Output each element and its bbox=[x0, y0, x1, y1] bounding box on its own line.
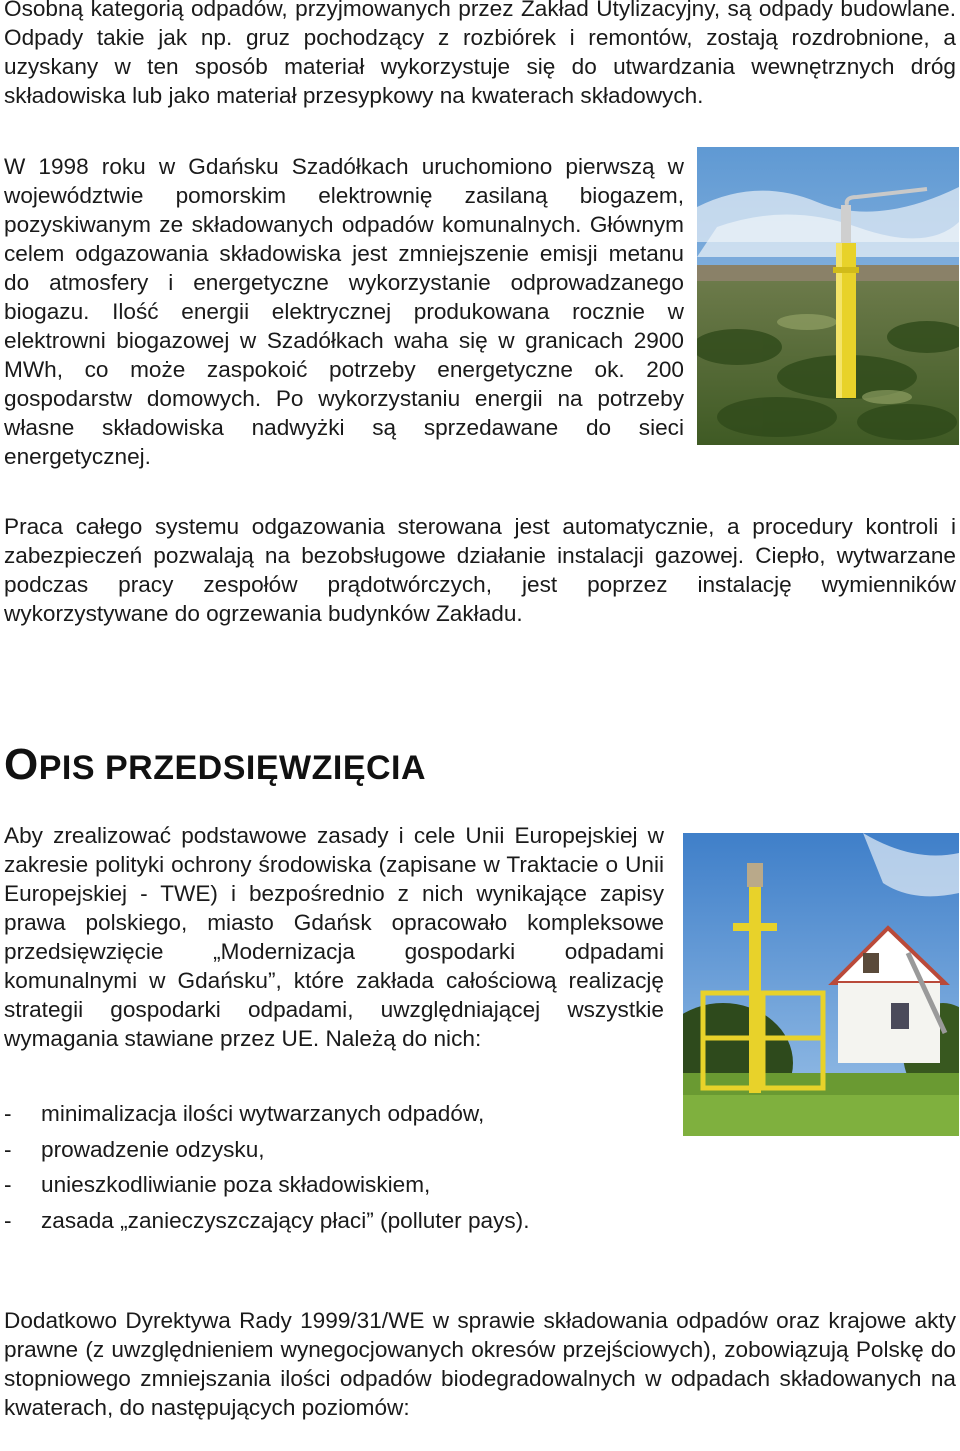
system-paragraph: Praca całego systemu odgazowania sterowana jest automatycznie, a procedury kontroli i zabezpieczeń pozwalają na bezobsługowe działanie instalacji gazowej. Ciepło, wytwarzane podczas pracy zespołów prądotwórczych, jest poprzez instalację wymienników wykorzystywane do ogrzewania budynków Zakładu. bbox=[4, 514, 956, 626]
list-dash: - bbox=[4, 1136, 12, 1162]
gas-installation-photo bbox=[683, 833, 959, 1136]
directive-paragraph: Dodatkowo Dyrektywa Rady 1999/31/WE w sprawie składowania odpadów oraz krajowe akty prawne (z uwzględnieniem wynegocjowanych okresów przejściowych), zobowiązują Polskę do stopniowego zmniejszania ilości odpadów biodegradowalnych w odpadach składowanych na kwaterach, do następujących poziomów: bbox=[4, 1308, 956, 1420]
list-item bbox=[4, 1203, 529, 1239]
heading-initial: O bbox=[4, 740, 39, 789]
biogas-paragraph: W 1998 roku w Gdańsku Szadółkach uruchomiono pierwszą w województwie pomorskim elektrownię zasilaną biogazem, pozyskiwanym ze składowanych odpadów komunalnych. Głównym celem odgazowania składowiska jest zmniejszenie emisji metanu do atmosfery i energetyczne wykorzystanie odprowadzanego biogazu. Ilość energii elektrycznej produkowana rocznie w elektrowni biogazowej w Szadółkach waha się w granicach 2900 MWh, co może zaspokoić potrzeby energetyczne ok. 200 gospodarstw domowych. Po wykorzystaniu energii na potrzeby własne składowiska nadwyżki są sprzedawane do sieci energetycznej. bbox=[4, 154, 684, 469]
list-item-text: unieszkodliwianie poza składowiskiem, bbox=[41, 1172, 431, 1197]
list-item-text: prowadzenie odzysku, bbox=[41, 1136, 265, 1162]
section-heading bbox=[4, 740, 426, 793]
list-item-text: zasada „zanieczyszczający płaci” (polluter pays). bbox=[41, 1207, 530, 1233]
heading-rest: PIS PRZEDSIĘWZIĘCIA bbox=[38, 749, 427, 787]
list-dash: - bbox=[4, 1207, 12, 1233]
list-item-text: minimalizacja ilości wytwarzanych odpadów, bbox=[41, 1101, 485, 1126]
list-item bbox=[4, 1167, 529, 1203]
biogas-well-photo bbox=[697, 147, 959, 445]
list-item bbox=[4, 1096, 529, 1132]
intro-paragraph: Osobną kategorią odpadów, przyjmowanych przez Zakład Utylizacyjny, są odpady budowlane. Odpady takie jak np. gruz pochodzący z rozbiórek i remontów, zostają rozdrobnione, a uzyskany w ten sposób materiał wykorzystuje się do utwardzania wewnętrznych dróg składowiska lub jako materiał przesypkowy na kwaterach składowych. bbox=[4, 0, 956, 108]
list-dash: - bbox=[4, 1101, 12, 1126]
requirements-list bbox=[4, 1096, 529, 1238]
list-dash: - bbox=[4, 1172, 12, 1197]
project-paragraph: Aby zrealizować podstawowe zasady i cele Unii Europejskiej w zakresie polityki ochrony środowiska (zapisane w Traktacie o Unii Europejskiej - TWE) i bezpośrednio z nich wynikające zapisy prawa polskiego, miasto Gdańsk opracowało kompleksowe przedsięwzięcie „Modernizacja gospodarki odpadami komunalnymi w Gdańsku”, które zakłada całościową realizację strategii gospodarki odpadami, uwzględniającej wszystkie wymagania stawiane przez UE. Należą do nich: bbox=[4, 823, 664, 1051]
list-item bbox=[4, 1132, 529, 1168]
